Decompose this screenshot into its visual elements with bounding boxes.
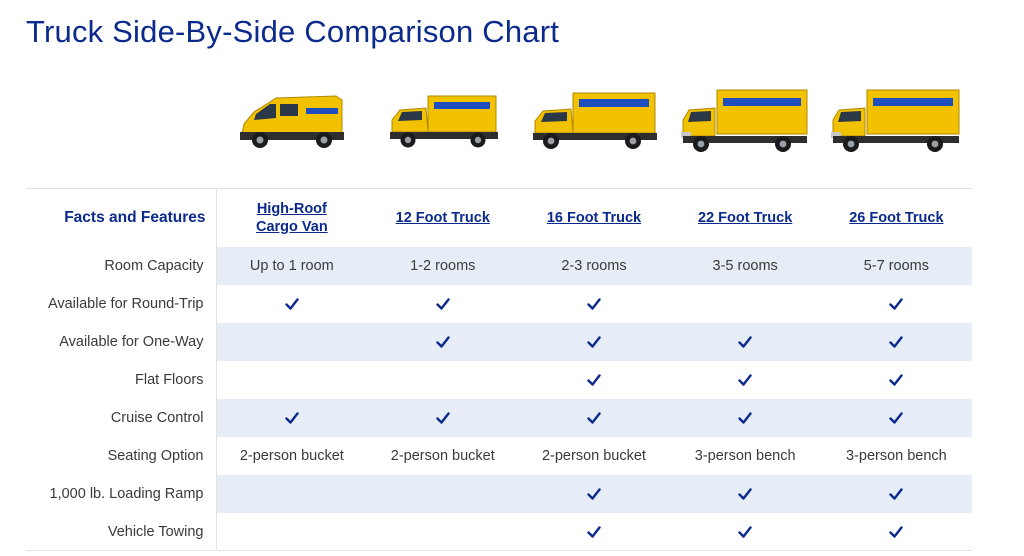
- checkmark-icon: [285, 411, 299, 425]
- cell-value: 3-person bench: [694, 447, 796, 464]
- cell-check: [216, 285, 367, 323]
- cell-check: [518, 285, 669, 323]
- cell-check: [367, 323, 518, 361]
- truck-link-cargo-van[interactable]: High-Roof Cargo Van: [255, 200, 328, 235]
- cell-check: [518, 513, 669, 551]
- cell-check: [821, 285, 972, 323]
- checkmark-icon: [436, 297, 450, 311]
- truck-column-header: [670, 189, 821, 247]
- checkmark-icon: [889, 335, 903, 349]
- cell-value: 2-person bucket: [541, 447, 646, 464]
- checkmark-icon: [738, 373, 752, 387]
- facts-features-heading: Facts and Features: [26, 189, 216, 247]
- truck-column-header: [518, 189, 669, 247]
- truck-link-26-foot[interactable]: 26 Foot Truck: [849, 209, 944, 226]
- cell-check: [518, 361, 669, 399]
- checkmark-icon: [738, 411, 752, 425]
- row-label: Seating Option: [26, 437, 216, 475]
- checkmark-icon: [889, 525, 903, 539]
- cell-check: [670, 361, 821, 399]
- cell-empty: [216, 513, 367, 551]
- checkmark-icon: [587, 297, 601, 311]
- cell-check: [821, 323, 972, 361]
- cell-value: 3-person bench: [845, 447, 947, 464]
- checkmark-icon: [436, 335, 450, 349]
- cell-value: 1-2 rooms: [367, 247, 518, 285]
- row-label: Available for One-Way: [26, 323, 216, 361]
- cell-empty: [216, 475, 367, 513]
- cargo-van-image: [216, 78, 367, 168]
- checkmark-icon: [889, 297, 903, 311]
- truck-column-header: [367, 189, 518, 247]
- truck-link-12-foot[interactable]: 12 Foot Truck: [395, 209, 490, 226]
- page-title: Truck Side-By-Side Comparison Chart: [26, 14, 560, 49]
- table-row: [26, 475, 972, 513]
- table-header-row: [26, 189, 972, 247]
- cell-empty: [367, 361, 518, 399]
- row-label: Available for Round-Trip: [26, 285, 216, 323]
- table-row: [26, 323, 972, 361]
- table-row: [26, 513, 972, 551]
- cell-value: 2-person bucket: [390, 447, 495, 464]
- cell-check: [821, 475, 972, 513]
- cell-empty: [367, 513, 518, 551]
- row-label: 1,000 lb. Loading Ramp: [26, 475, 216, 513]
- box-truck-26-image: [820, 78, 971, 168]
- box-truck-12-image: [367, 78, 518, 168]
- cell-check: [670, 475, 821, 513]
- cell-check: [670, 513, 821, 551]
- truck-column-header: [821, 189, 972, 247]
- cell-check: [367, 285, 518, 323]
- comparison-table: [26, 188, 972, 551]
- truck-link-16-foot[interactable]: 16 Foot Truck: [546, 209, 642, 226]
- checkmark-icon: [889, 487, 903, 501]
- cell-value: 2-person bucket: [239, 447, 344, 464]
- checkmark-icon: [889, 373, 903, 387]
- cell-check: [518, 399, 669, 437]
- checkmark-icon: [738, 525, 752, 539]
- checkmark-icon: [889, 411, 903, 425]
- cell-value: 3-5 rooms: [670, 247, 821, 285]
- box-truck-22-image: [669, 78, 820, 168]
- bottom-divider: [26, 550, 972, 551]
- checkmark-icon: [587, 525, 601, 539]
- cell-value: 2-3 rooms: [518, 247, 669, 285]
- truck-link-22-foot[interactable]: 22 Foot Truck: [698, 209, 793, 226]
- table-row: [26, 247, 972, 285]
- table-row: [26, 285, 972, 323]
- cell-check: [367, 399, 518, 437]
- checkmark-icon: [738, 487, 752, 501]
- table-row: [26, 361, 972, 399]
- cell-empty: [216, 361, 367, 399]
- cell-empty: [367, 475, 518, 513]
- table-body: [26, 247, 972, 551]
- cell-check: [518, 323, 669, 361]
- cell-check: [670, 323, 821, 361]
- checkmark-icon: [436, 411, 450, 425]
- row-label: Cruise Control: [26, 399, 216, 437]
- cell-empty: [670, 285, 821, 323]
- checkmark-icon: [587, 487, 601, 501]
- cell-value: Up to 1 room: [216, 247, 367, 285]
- checkmark-icon: [738, 335, 752, 349]
- box-truck-16-image: [518, 78, 669, 168]
- row-label: Room Capacity: [26, 247, 216, 285]
- cell-check: [518, 475, 669, 513]
- checkmark-icon: [587, 335, 601, 349]
- cell-check: [216, 399, 367, 437]
- truck-column-header: [216, 189, 367, 247]
- checkmark-icon: [285, 297, 299, 311]
- cell-check: [821, 399, 972, 437]
- row-label: Flat Floors: [26, 361, 216, 399]
- cell-check: [670, 399, 821, 437]
- cell-check: [821, 513, 972, 551]
- truck-images-row: [216, 78, 972, 168]
- row-label: Vehicle Towing: [26, 513, 216, 551]
- checkmark-icon: [587, 373, 601, 387]
- table-row: [26, 437, 972, 475]
- cell-check: [821, 361, 972, 399]
- checkmark-icon: [587, 411, 601, 425]
- cell-value: 5-7 rooms: [821, 247, 972, 285]
- comparison-table-container: [26, 188, 972, 551]
- cell-empty: [216, 323, 367, 361]
- table-row: [26, 399, 972, 437]
